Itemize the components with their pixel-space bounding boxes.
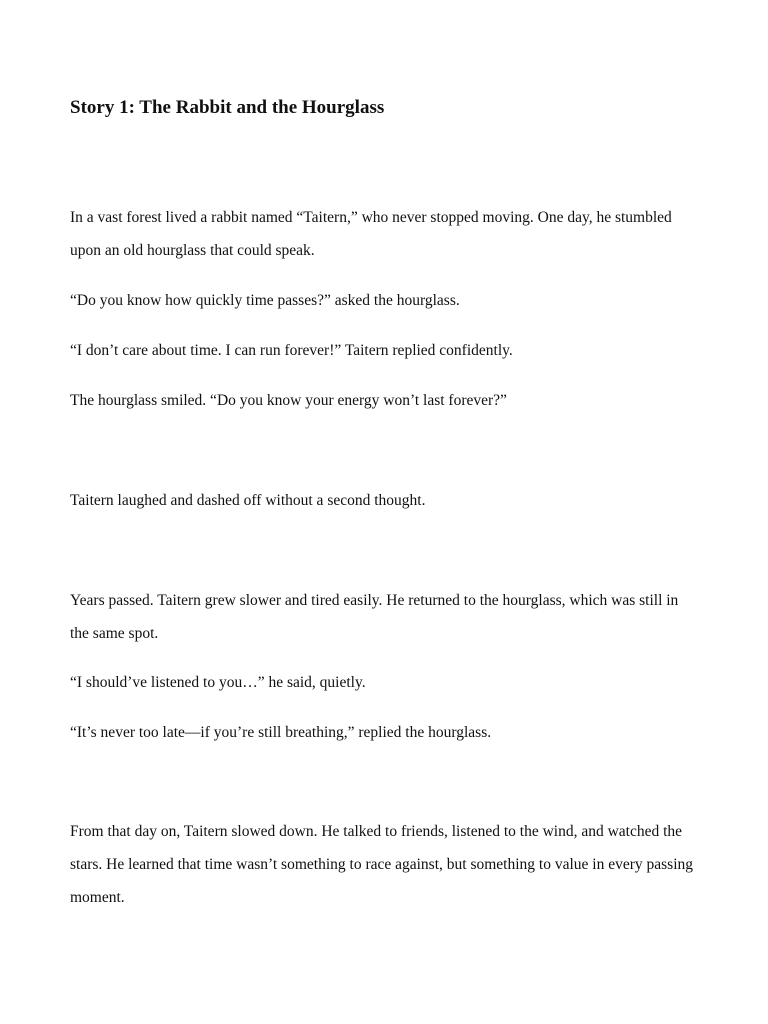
paragraph-3: “I don’t care about time. I can run forever!” Taitern replied confidently. — [70, 342, 513, 359]
paragraph-1: In a vast forest lived a rabbit named “Taitern,” who never stopped moving. One day, he stumbled upon an old hourglass that could speak. — [70, 209, 672, 259]
paragraph-9: From that day on, Taitern slowed down. He talked to friends, listened to the wind, and watched the stars. He learned that time wasn’t something to race against, but something to value in every passing moment. — [70, 823, 694, 906]
paragraph-2: “Do you know how quickly time passes?” asked the hourglass. — [70, 292, 460, 309]
story-title: Story 1: The Rabbit and the Hourglass — [70, 97, 385, 118]
paragraph-6: Years passed. Taitern grew slower and tired easily. He returned to the hourglass, which was still in the same spot. — [70, 592, 679, 642]
paragraph-5: Taitern laughed and dashed off without a second thought. — [70, 492, 426, 509]
paragraph-4: The hourglass smiled. “Do you know your energy won’t last forever?” — [70, 392, 507, 409]
paragraph-7: “I should’ve listened to you…” he said, quietly. — [70, 674, 366, 691]
paragraph-8: “It’s never too late—if you’re still breathing,” replied the hourglass. — [70, 724, 492, 741]
